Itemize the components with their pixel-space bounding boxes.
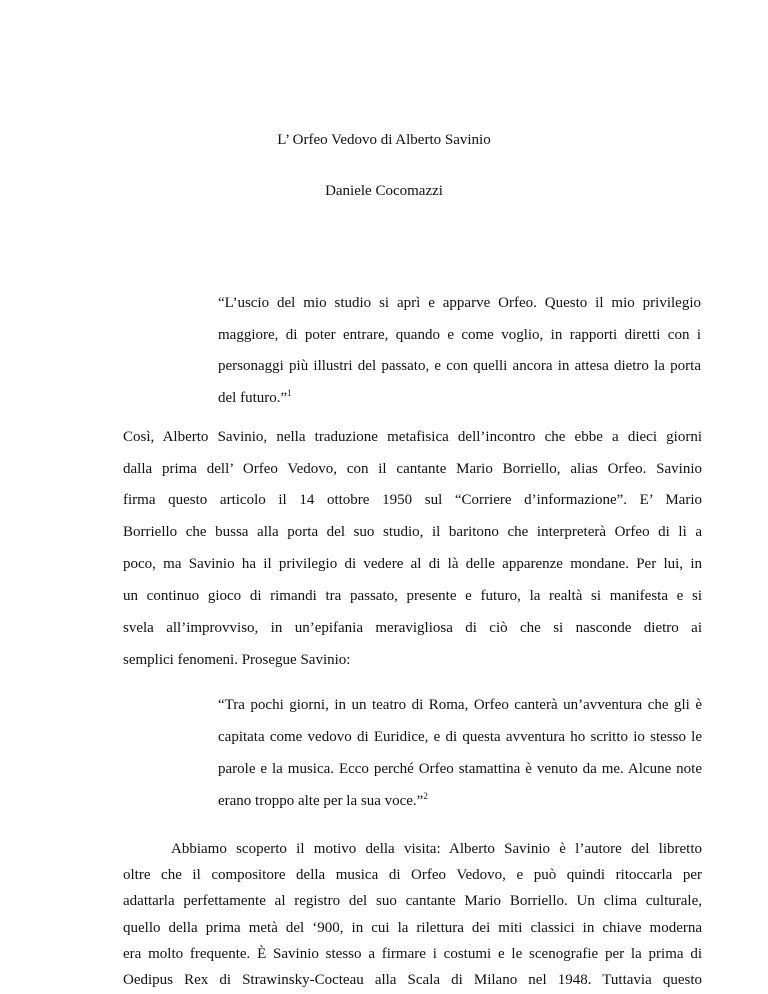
footnote-marker-1[interactable]: 1	[287, 388, 292, 398]
paragraph2-line: adattarla perfettamente al registro del suo cantante Mario Borriello. Un clima culturale,	[123, 893, 702, 910]
paragraph1-line: un continuo gioco di rimandi tra passato, presente e futuro, la realtà si manifesta e si	[123, 588, 702, 604]
document-title: L’ Orfeo Vedovo di Alberto Savinio	[277, 132, 491, 148]
paragraph2-line: era molto frequente. È Savinio stesso a firmare i costumi e le scenografie per la prima di	[123, 945, 702, 962]
quote1-line-last	[218, 388, 701, 408]
paragraph1-line: semplici fenomeni. Prosegue Savinio:	[123, 652, 351, 668]
quote2-line: “Tra pochi giorni, in un teatro di Roma, Orfeo canterà un’avventura che gli è	[218, 697, 702, 713]
paragraph1-line: Borriello che bussa alla porta del suo studio, il baritono che interpreterà Orfeo di lì a	[123, 524, 702, 540]
quote2-line: parole e la musica. Ecco perché Orfeo stamattina è venuto da me. Alcune note	[218, 761, 702, 777]
paragraph2-line-first: Abbiamo scoperto il motivo della visita: Alberto Savinio è l’autore del libretto	[171, 841, 702, 857]
paragraph1-line: svela all’improvviso, in un’epifania meravigliosa di ciò che si nasconde dietro ai	[123, 620, 702, 636]
paragraph1-line: firma questo articolo il 14 ottobre 1950 sul “Corriere d’informazione”. E’ Mario	[123, 492, 702, 508]
quote2-text: erano troppo alte per la sua voce.”	[218, 793, 424, 809]
quote1-text: del futuro.”	[218, 390, 288, 406]
quote2-line: capitata come vedovo di Euridice, e di questa avventura ho scritto io stesso le	[218, 729, 702, 745]
paragraph2-line: oltre che il compositore della musica di Orfeo Vedovo, e può quindi ritoccarla per	[123, 867, 702, 884]
quote2-line-last	[218, 791, 702, 811]
quote1-line: “L’uscio del mio studio si aprì e apparve Orfeo. Questo il mio privilegio	[218, 295, 701, 311]
footnote-marker-2[interactable]: 2	[423, 791, 428, 801]
paragraph2-line: quello della prima metà del ‘900, in cui la rilettura dei miti classici in chiave moderna	[123, 919, 702, 936]
document-author: Daniele Cocomazzi	[325, 183, 443, 199]
paragraph1-line: Così, Alberto Savinio, nella traduzione metafisica dell’incontro che ebbe a dieci giorni	[123, 429, 702, 445]
paragraph2-line: Oedipus Rex di Strawinsky-Cocteau alla Scala di Milano nel 1948. Tuttavia questo	[123, 972, 702, 988]
paragraph1-line: dalla prima dell’ Orfeo Vedovo, con il cantante Mario Borriello, alias Orfeo. Savinio	[123, 461, 702, 477]
quote1-line: maggiore, di poter entrare, quando e come voglio, in rapporti diretti con i	[218, 327, 701, 343]
quote1-line: personaggi più illustri del passato, e con quelli ancora in attesa dietro la porta	[218, 358, 701, 374]
paragraph1-line: poco, ma Savinio ha il privilegio di vedere al di là delle apparenze mondane. Per lui, in	[123, 556, 702, 572]
